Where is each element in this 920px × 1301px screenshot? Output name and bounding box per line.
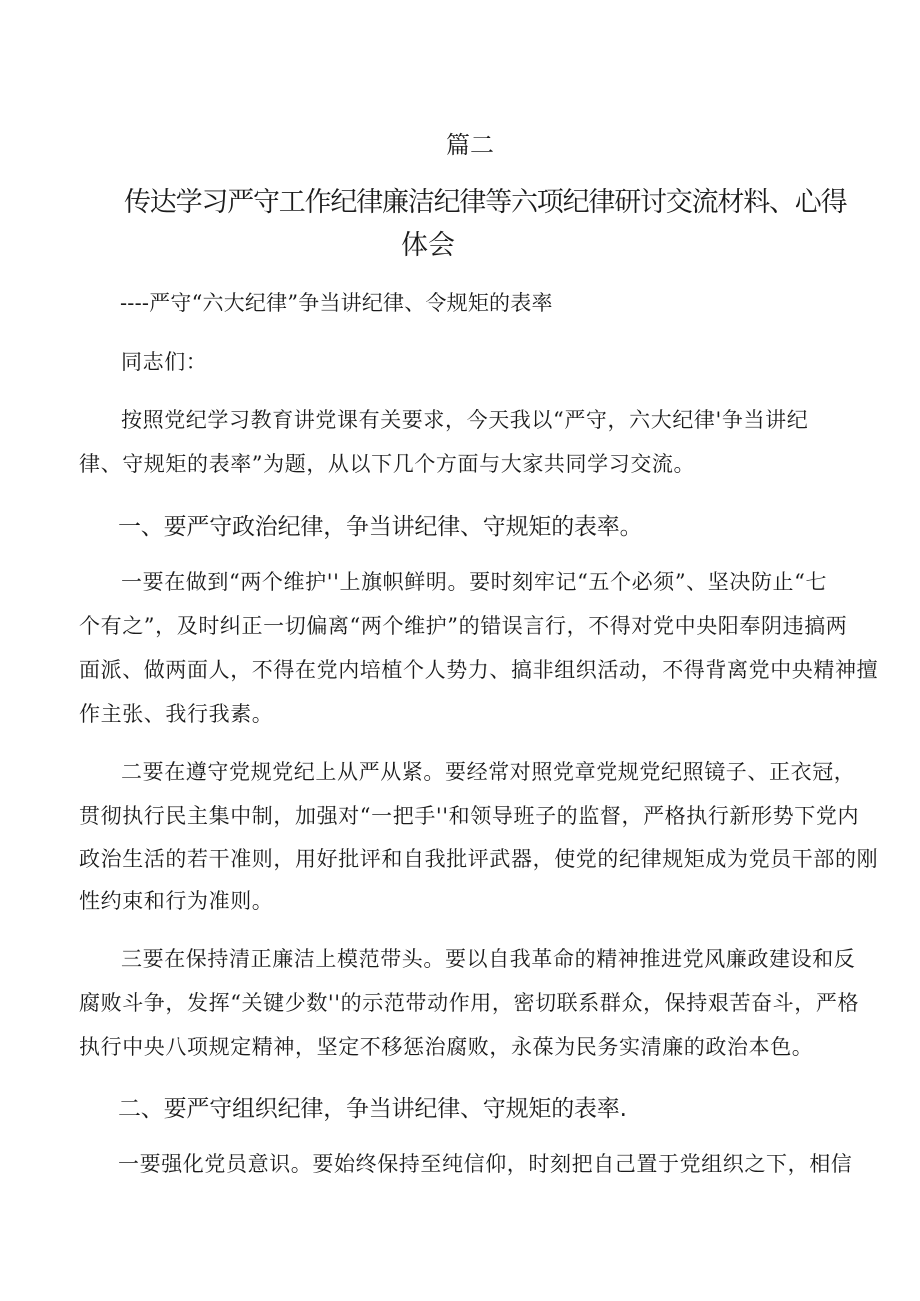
article-label: 篇二 [446, 131, 494, 159]
paragraph-line: 作主张、我行我素。 [79, 702, 274, 726]
document-title-line-1: 传达学习严守工作纪律廉洁纪律等六项纪律研讨交流材料、心得 [124, 187, 847, 218]
intro-paragraph-line: 按照党纪学习教育讲党课有关要求，今天我以“严守，六大纪律'争当讲纪 [121, 408, 809, 432]
paragraph-line: 政治生活的若干准则，用好批评和自我批评武器，使党的纪律规矩成为党员干部的刚 [79, 847, 879, 871]
document-subtitle: ----严守“六大纪律”争当讲纪律、令规矩的表率 [120, 291, 553, 315]
paragraph-line: 腐败斗争，发挥“关键少数''的示范带动作用，密切联系群众，保持艰苦奋斗，严格 [79, 991, 860, 1015]
paragraph-line: 贯彻执行民主集中制，加强对“一把手''和领导班子的监督，严格执行新形势下党内 [79, 804, 860, 828]
paragraph-line: 三要在保持清正廉洁上模范带头。要以自我革命的精神推进党风廉政建设和反 [121, 947, 856, 971]
paragraph-line: 一要强化党员意识。要始终保持至纯信仰，时刻把自己置于党组织之下，相信 [118, 1152, 853, 1176]
paragraph-line: 二要在遵守党规党纪上从严从紧。要经常对照党章党规党纪照镜子、正衣冠， [121, 760, 856, 784]
paragraph-line: 面派、做两面人，不得在党内培植个人势力、搞非组织活动，不得背离党中央精神擅 [79, 658, 879, 682]
paragraph-line: 执行中央八项规定精神，坚定不移惩治腐败，永葆为民务实清廉的政治本色。 [79, 1035, 814, 1059]
salutation: 同志们： [121, 350, 208, 374]
paragraph-line: 性约束和行为准则。 [79, 889, 274, 913]
paragraph-line: 一要在做到“两个维护''上旗帜鲜明。要时刻牢记“五个必须”、坚决防止“七 [121, 570, 828, 594]
document-title-line-2: 体会 [401, 230, 455, 261]
section-heading-organizational-discipline: 二、要严守组织纪律，争当讲纪律、守规矩的表率. [118, 1096, 627, 1122]
paragraph-line: 个有之”，及时纠正一切偏离“两个维护”的错误言行，不得对党中央阳奉阴违搞两 [79, 614, 848, 638]
intro-paragraph-line: 律、守规矩的表率”为题，从以下几个方面与大家共同学习交流。 [79, 452, 696, 476]
section-heading-political-discipline: 一、要严守政治纪律，争当讲纪律、守规矩的表率。 [118, 514, 643, 540]
